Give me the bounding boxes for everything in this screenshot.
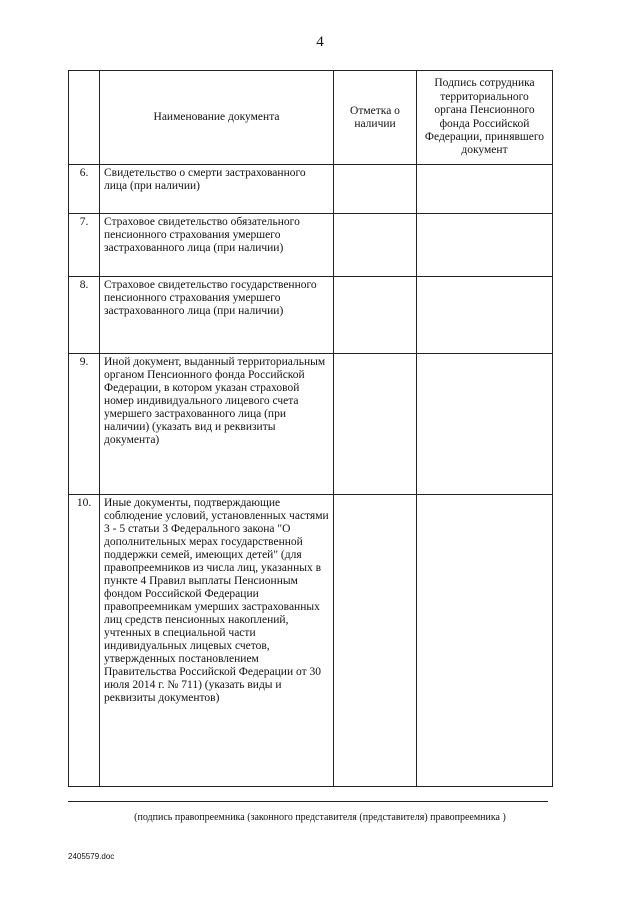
row-document-name: Страховое свидетельство государственного пенсионного страхования умершего застрахованного лица (при наличии) [100,277,334,354]
header-availability-mark: Отметка о наличии [334,71,417,165]
table-row [69,277,553,354]
signature-line[interactable] [68,801,548,802]
signature-caption: (подпись правопреемника (законного представителя (представителя) правопреемника ) [134,812,506,823]
row-signature-cell[interactable] [417,165,553,214]
table-row [69,214,553,277]
row-number: 8. [69,277,100,354]
documents-table [68,70,553,787]
row-number: 10. [69,495,100,787]
row-signature-cell[interactable] [417,495,553,787]
header-employee-signature: Подпись сотрудника территориального органа Пенсионного фонда Российской Федерации, принявшего документ [417,71,553,165]
row-document-name: Страховое свидетельство обязательного пенсионного страхования умершего застрахованного лица (при наличии) [100,214,334,277]
header-document-name: Наименование документа [100,71,334,165]
row-availability-cell[interactable] [334,277,417,354]
row-number: 9. [69,354,100,495]
row-signature-cell[interactable] [417,214,553,277]
row-document-name: Иные документы, подтверждающие соблюдение условий, установленных частями 3 - 5 статьи 3 Федерального закона "О дополнительных мерах государственной поддержки семей, имеющих детей" (для правопреемников из числа лиц, указанных в пункте 4 Правил выплаты Пенсионным фондом Российской Федерации правопреемникам умерших застрахованных лиц средств пенсионных накоплений, учтенных в специальной части индивидуальных лицевых счетов, утвержденных постановлением Правительства Российской Федерации от 30 июля 2014 г. № 711) (указать виды и реквизиты документов) [100,495,334,787]
footer-filename: 2405579.doc [68,852,115,861]
row-availability-cell[interactable] [334,495,417,787]
row-availability-cell[interactable] [334,354,417,495]
row-document-name: Свидетельство о смерти застрахованного лица (при наличии) [100,165,334,214]
row-number: 6. [69,165,100,214]
row-number: 7. [69,214,100,277]
row-availability-cell[interactable] [334,165,417,214]
row-availability-cell[interactable] [334,214,417,277]
row-signature-cell[interactable] [417,354,553,495]
row-signature-cell[interactable] [417,277,553,354]
row-document-name: Иной документ, выданный территориальным органом Пенсионного фонда Российской Федерации, в котором указан страховой номер индивидуального лицевого счета умершего застрахованного лица (при наличии) (указать вид и реквизиты документа) [100,354,334,495]
header-number-cell [69,71,100,165]
table-row [69,495,553,787]
table-row [69,165,553,214]
table-header-row [69,71,553,165]
table-row [69,354,553,495]
page-number: 4 [316,34,324,50]
